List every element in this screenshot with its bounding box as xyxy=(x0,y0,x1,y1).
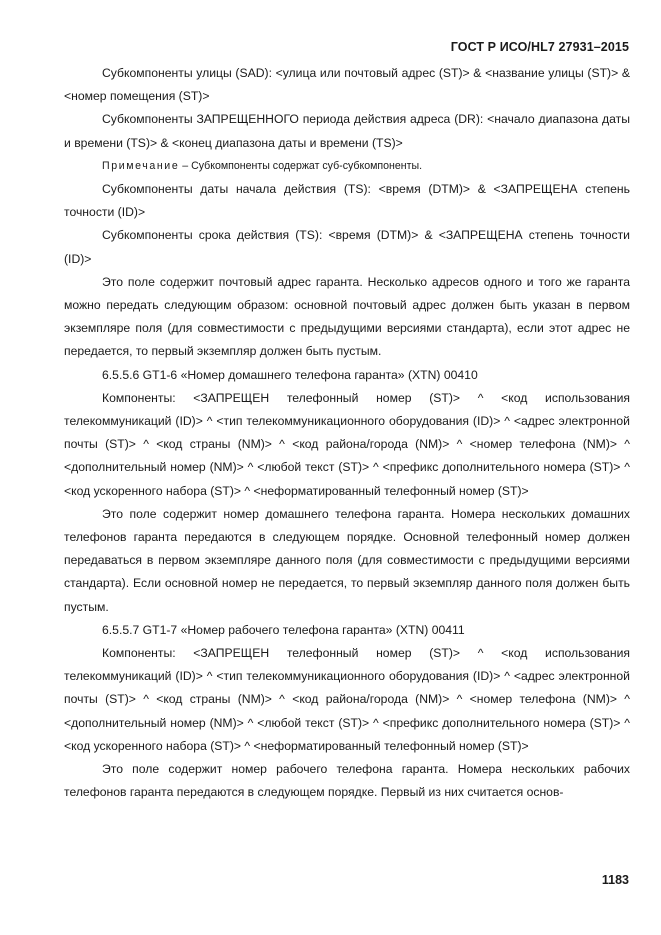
paragraph-work-phone-description: Это поле содержит номер рабочего телефона гаранта. Номера нескольких рабочих телефонов гаранта передаются в следующем порядке. Первый из них считается основ- xyxy=(64,762,630,800)
note-label: Примечание xyxy=(102,159,180,172)
note-text: – Субкомпоненты содержат суб-субкомпоненты. xyxy=(179,159,423,172)
note xyxy=(64,155,630,178)
page-content xyxy=(64,62,630,805)
paragraph-home-phone-description: Это поле содержит номер домашнего телефона гаранта. Номера нескольких домашних телефонов гаранта передаются в следующем порядке. Основной телефонный номер должен передаваться в первом экземпляре данного поля (для совместимости с предыдущими версиями стандарта). Если основной номер не передается, то первый экземпляр данного поля должен быть пустым. xyxy=(64,506,630,614)
standard-header: ГОСТ Р ИСО/HL7 27931–2015 xyxy=(450,40,629,54)
paragraph-home-phone-components: Компоненты: <ЗАПРЕЩЕН телефонный номер (ST)> ^ <код использования телекоммуникаций (ID)> ^ <тип телекоммуникационного оборудования (ID)> ^ <адрес электронной почты (ST)> ^ <код страны (NM)> ^ <код района/города (NM)> ^ <номер телефона (NM)> ^ <дополнительный номер (NM)> ^ <любой текст (ST)> ^ <префикс дополнительного номера (ST)> ^ <код ускоренного набора (ST)> ^ <неформатированный телефонный номер (ST)> xyxy=(64,390,630,498)
paragraph-postal-address-description: Это поле содержит почтовый адрес гаранта. Несколько адресов одного и того же гаранта можно передать следующим образом: основной почтовый адрес должен быть указан в первом экземпляре поля (для совместимости с предыдущими версиями стандарта), если этот адрес не передается, то первый экземпляр должен быть пустым. xyxy=(64,274,630,359)
section-heading-work-phone: 6.5.5.7 GT1-7 «Номер рабочего телефона гаранта» (XTN) 00411 xyxy=(102,622,465,637)
paragraph-street-subcomponents: Субкомпоненты улицы (SAD): <улица или почтовый адрес (ST)> & <название улицы (ST)> & <номер помещения (ST)> xyxy=(64,66,630,104)
paragraph-work-phone-components: Компоненты: <ЗАПРЕЩЕН телефонный номер (ST)> ^ <код использования телекоммуникаций (ID)> ^ <тип телекоммуникационного оборудования (ID)> ^ <адрес электронной почты (ST)> ^ <код страны (NM)> ^ <код района/города (NM)> ^ <номер телефона (NM)> ^ <дополнительный номер (NM)> ^ <любой текст (ST)> ^ <префикс дополнительного номера (ST)> ^ <код ускоренного набора (ST)> ^ <неформатированный телефонный номер (ST)> xyxy=(64,646,630,753)
page-number: 1183 xyxy=(601,873,629,887)
paragraph-address-period-subcomponents: Субкомпоненты ЗАПРЕЩЕННОГО периода действия адреса (DR): <начало диапазона даты и времени (TS)> & <конец диапазона даты и времени (TS)> xyxy=(64,112,630,150)
section-heading-home-phone: 6.5.5.6 GT1-6 «Номер домашнего телефона гаранта» (XTN) 00410 xyxy=(102,367,478,382)
paragraph-end-date-subcomponents: Субкомпоненты срока действия (TS): <время (DTM)> & <ЗАПРЕЩЕНА степень точности (ID)> xyxy=(64,228,630,266)
paragraph-start-date-subcomponents: Субкомпоненты даты начала действия (TS): <время (DTM)> & <ЗАПРЕЩЕНА степень точности (ID)> xyxy=(64,182,630,220)
